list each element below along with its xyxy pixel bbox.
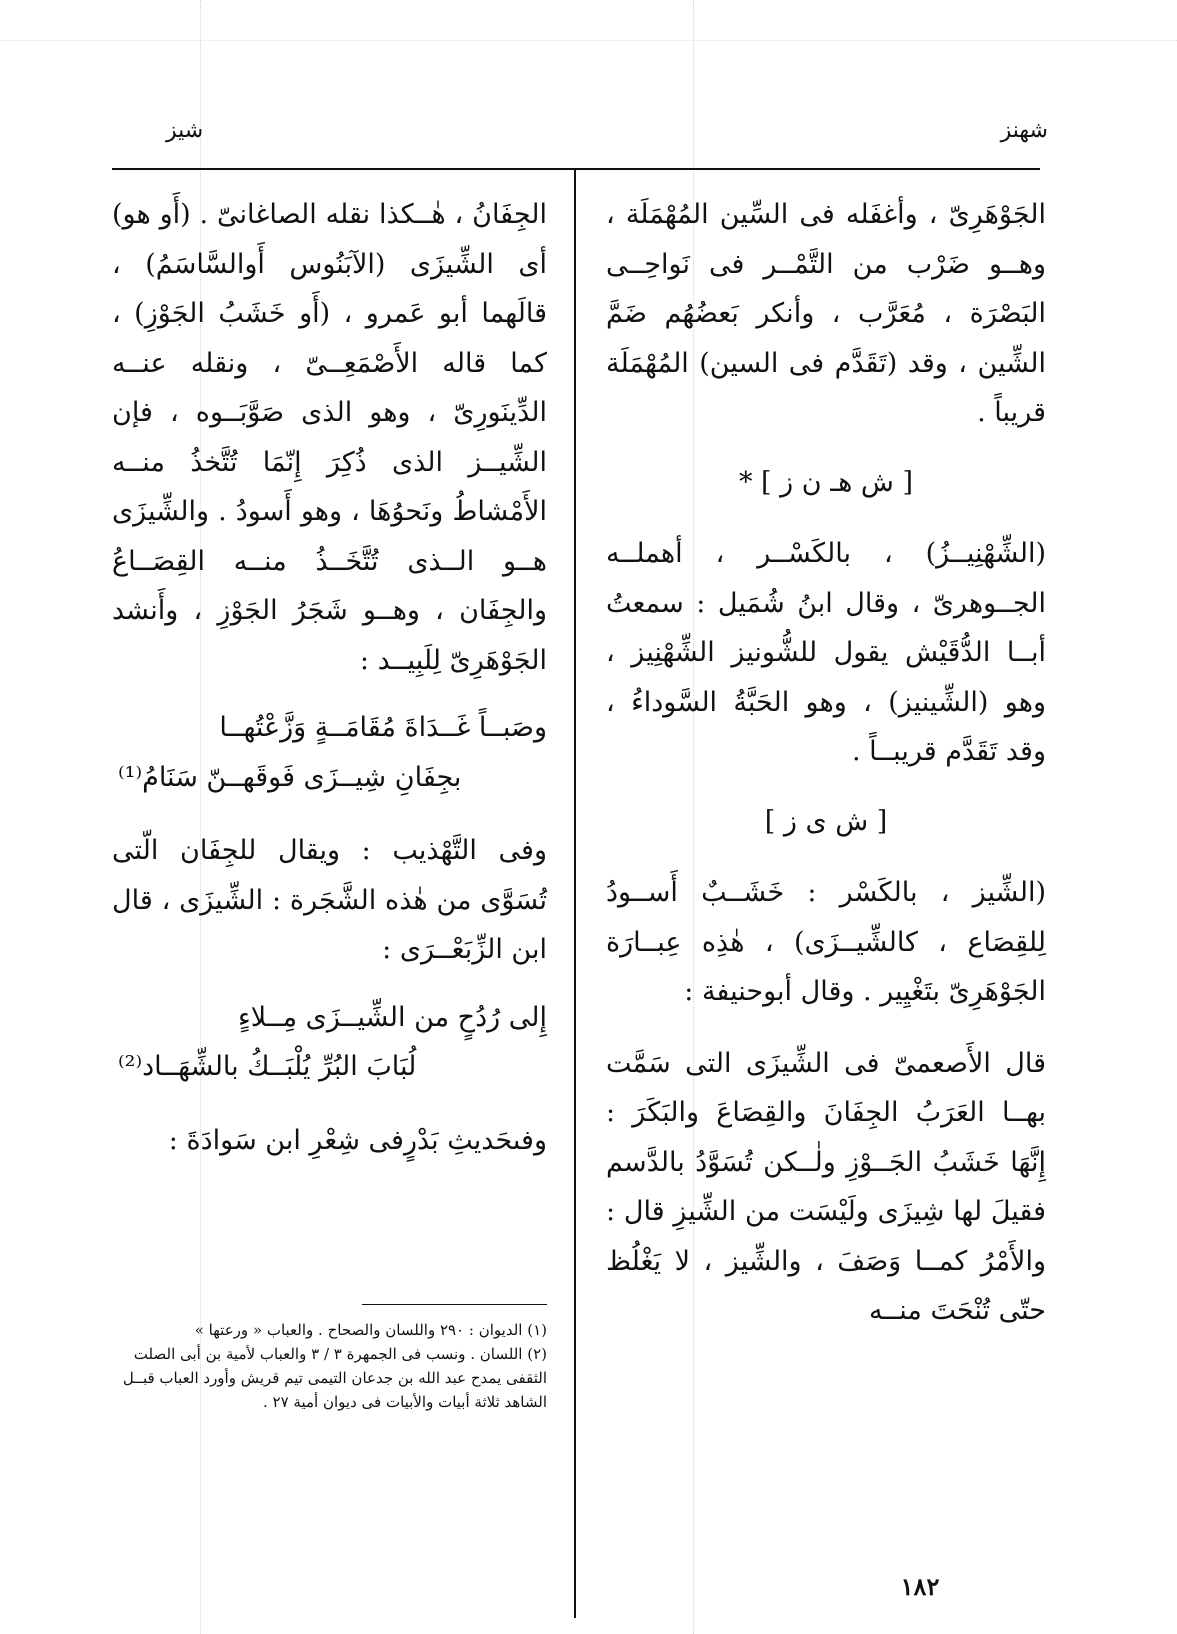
verse-line: بجِفَانِ شِيــزَى فَوقَهــنّ سَنَامُ⁽¹⁾ (118, 761, 462, 793)
paragraph: وفىحَديثِ بَدْرٍفى شِعْرِ ابن سَوادَةَ : (168, 1124, 547, 1156)
header-rule (112, 168, 1040, 170)
footnotes (112, 1318, 547, 1414)
paragraph: وفى التَّهْذيب : ويقال للجِفَان الّتى تُسَوَّى من هٰذه الشَّجَرة : الشِّيزَى ، قال ابن الزِّبَعْــرَى : (112, 835, 547, 965)
paragraph: الجِفَانُ ، هٰــكذا نقله الصاغانىّ . (أَو هو) أى الشِّيزَى (الآبَنُوس أَوالسَّاسَمُ) ، قالَهما أبو عَمرو ، (أَو خَشَبُ الجَوْزِ) ، كما قاله الأَصْمَعِــىّ ، ونقله عنــه الدِّينَورِىّ ، وهو الذى صَوَّبَــوه ، فإن الشِّيــز الذى ذُكِرَ إِنّمَا تُتَّخذُ منــه الأَمْشاطُ ونَحوُهَا ، وهو أَسودُ . والشِّيزَى هــو الــذى تُتَّخَــذُ منــه القِصَــاعُ والجِفَان ، وهــو شَجَرُ الجَوْزِ ، وأَنشد الجَوْهَرِىّ لِلَبِيــد : (112, 199, 547, 676)
verse-line: إِلى رُدُحٍ من الشِّيــزَى مِــلاءٍ (238, 1001, 547, 1033)
running-head-left: شيز (166, 118, 204, 143)
verse (112, 993, 547, 1092)
running-head-right: شهنز (1000, 118, 1048, 143)
left-column (112, 190, 547, 1165)
verse (112, 703, 547, 802)
footnote: (٢) اللسان . ونسب فى الجمهرة ٣ / ٣ والعباب لأمية بن أبى الصلت الثقفى يمدح عبد الله بن جدعان التيمى تيم قريش وأورد العباب قبــل الشاهد ثلاثة أبيات والأبيات فى ديوان أمية ٢٧ . (122, 1345, 547, 1411)
scan-guide-line (0, 40, 1177, 41)
entry-heading-shhnz: [ ش هـ ن ز ] * (738, 466, 914, 498)
page-number: ١٨٢ (900, 1572, 940, 1601)
column-separator (574, 168, 576, 1618)
footnote: (١) الديوان : ٢٩٠ واللسان والصحاح . والعباب « ورعتها » (194, 1321, 547, 1339)
paragraph: (الشِّيز ، بالكَسْر : خَشَــبٌ أَســودُ لِلقِصَاع ، كالشِّيــزَى) ، هٰذِه عِبــارَة الجَوْهَرِىّ بتَغْيِير . وقال أبوحنيفة : (606, 877, 1046, 1007)
right-column (606, 190, 1046, 1336)
verse-line: وصَبــاً غَــدَاةَ مُقَامَــةٍ وَزَّعْتُهــا (219, 712, 547, 743)
verse-line: لُبَابَ البُرِّ يُلْبَــكُ بالشِّهَــاد⁽²⁾ (118, 1051, 417, 1082)
footnote-rule (362, 1304, 547, 1305)
entry-heading-shyz: [ ش ى ز ] (764, 805, 888, 837)
paragraph: قال الأَصعمىّ فى الشِّيزَى التى سَمَّت بهــا العَرَبُ الجِفَانَ والقِصَاعَ والبَكَرَ : إِنَّهَا خَشَبُ الجَــوْزِ ولٰــكن تُسَوَّدُ بالدَّسم فقيلَ لها شِيزَى ولَيْسَت من الشِّيزِ قال : والأَمْرُ كمــا وَصَفَ ، والشِّيز ، لا يَغْلُظ حتّى تُنْحَتَ منــه (606, 1047, 1046, 1326)
paragraph: الجَوْهَرِىّ ، وأغفَله فى السِّين المُهْمَلَة ، وهــو ضَرْب من التَّمْــر فى نَواحِــى البَصْرَة ، مُعَرَّب ، وأنكر بَعضُهُم ضَمَّ الشِّين ، وقد (تَقَدَّم فى السين) المُهْمَلَة قريباً . (606, 199, 1046, 428)
paragraph: (الشِّهْنِيــزُ) ، بالكَسْــر ، أهملــه الجــوهرىّ ، وقال ابنُ شُمَيل : سمعتُ أبــا الدُّقَيْش يقول للشُّونيز الشِّهْنِيز ، وهو (الشِّينيز) ، وهو الحَبَّةُ السَّوداءُ ، وقد تَقَدَّم قريبــاً . (606, 538, 1046, 767)
